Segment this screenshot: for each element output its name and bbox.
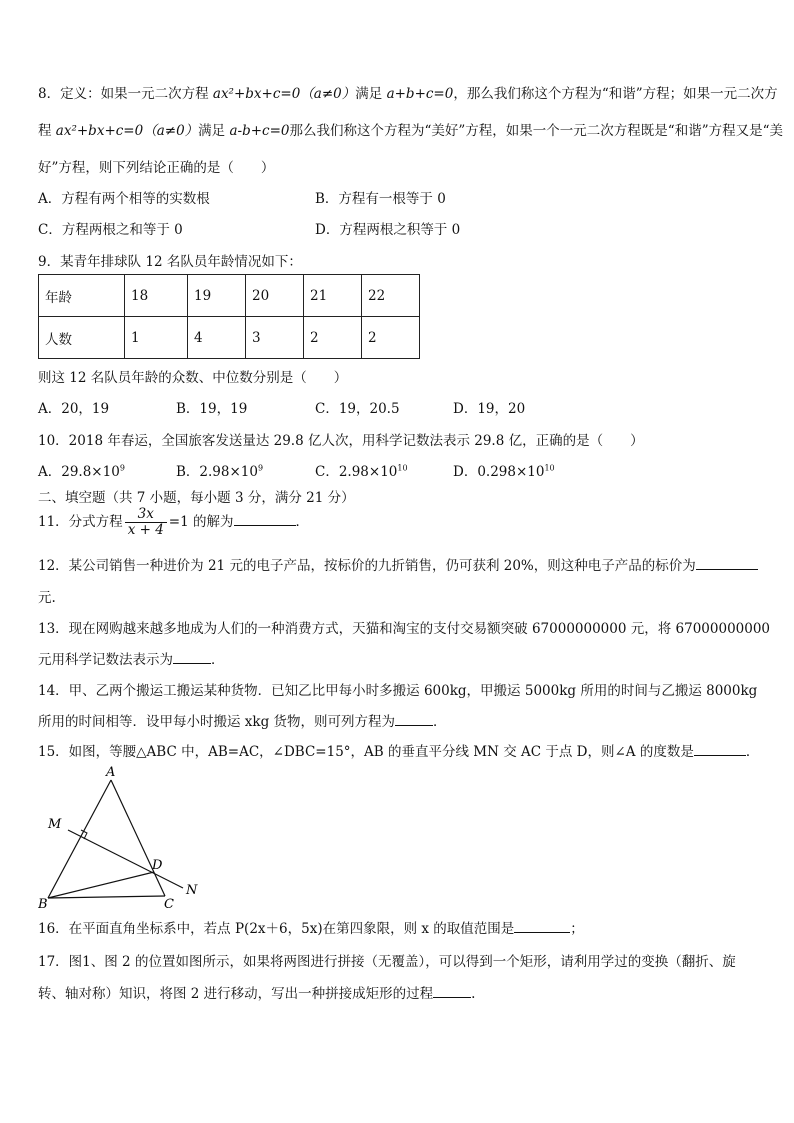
q8-line1: 8．定义：如果一元二次方程 ax²+bx+c=0（a≠0）满足 a+b+c=0，那么我们称这个方程为“和谐”方程；如果一元二次方	[38, 86, 778, 102]
q9-option-a[interactable]: A．20，19	[38, 401, 110, 417]
table-cell: 4	[188, 317, 246, 359]
table-cell: 22	[362, 275, 420, 317]
q10-option-c[interactable]: C．$2.98\times 10^{10}$	[315, 463, 408, 480]
q17-line2: 转、轴对称）知识，将图 2 进行移动，写出一种拼接成矩形的过程 .	[38, 982, 475, 1002]
q17-line1: 17．图1、图 2 的位置如图所示，如果将两图进行拼接（无覆盖），可以得到一个矩形，请利用学过的变换（翻折、旋	[38, 954, 736, 970]
segment-bd	[48, 872, 154, 898]
answer-blank[interactable]	[694, 741, 746, 756]
section-heading: 二、填空题（共 7 小题，每小题 3 分，满分 21 分）	[38, 490, 355, 506]
q9-option-c[interactable]: C．19，20.5	[315, 401, 400, 417]
fraction: $\frac{3x}{x + 4}$	[125, 507, 167, 538]
table-cell: 19	[188, 275, 246, 317]
q8-option-a[interactable]: A．方程有两个相等的实数根	[38, 191, 210, 207]
q10-option-a[interactable]: A．$29.8\times 10^9$	[38, 463, 125, 480]
label-b: B	[38, 897, 48, 912]
side-ac	[111, 780, 165, 896]
q14-line1: 14．甲、乙两个搬运工搬运某种货物．已知乙比甲每小时多搬运 600kg，甲搬运 5000kg 所用的时间与乙搬运 8000kg	[38, 683, 758, 699]
q8-line3: 好”方程，则下列结论正确的是（ ）	[38, 160, 275, 176]
label-a: A	[106, 765, 116, 780]
answer-blank[interactable]	[514, 918, 570, 933]
q10-option-d[interactable]: D．$0.298\times 10^{10}$	[453, 463, 555, 480]
q12-line2: 元.	[38, 590, 56, 606]
q9-option-d[interactable]: D．19，20	[453, 401, 526, 417]
q16: 16．在平面直角坐标系中，若点 P(2x＋6，5x)在第四象限，则 x 的取值范围是 ；	[38, 917, 584, 937]
q8-option-c[interactable]: C．方程两根之和等于 0	[38, 222, 183, 238]
triangle-abc	[48, 780, 183, 898]
table-cell: 2	[362, 317, 420, 359]
answer-blank[interactable]	[395, 711, 433, 726]
side-bc	[48, 896, 165, 898]
answer-blank[interactable]	[173, 649, 211, 664]
q11: 11．分式方程 $\frac{3x}{x + 4}$ =1 的解为 ．	[38, 506, 309, 538]
label-n: N	[186, 883, 198, 898]
age-table	[38, 274, 420, 359]
table-cell: 人数	[39, 317, 125, 359]
side-ab	[48, 780, 111, 898]
q9-stem: 9．某青年排球队 12 名队员年龄情况如下：	[38, 254, 302, 270]
q8-option-b[interactable]: B．方程有一根等于 0	[315, 191, 446, 207]
q9-question: 则这 12 名队员年龄的众数、中位数分别是（ ）	[38, 370, 348, 386]
table-cell: 18	[125, 275, 188, 317]
label-m: M	[48, 817, 62, 832]
triangle-figure	[38, 758, 218, 913]
table-cell: 2	[304, 317, 362, 359]
q8-line2: 程 ax²+bx+c=0（a≠0）满足 a-b+c=0那么我们称这个方程为“美好”方程，如果一个一元二次方程既是“和谐”方程又是“美	[38, 123, 784, 139]
q13-line2: 元用科学记数法表示为 ．	[38, 648, 225, 668]
q10-stem: 10．2018 年春运，全国旅客发送量达 29.8 亿人次，用科学记数法表示 29.8 亿，正确的是（ ）	[38, 433, 644, 449]
q12-line1: 12．某公司销售一种进价为 21 元的电子产品，按标价的九折销售，仍可获利 20%，则这种电子产品的标价为	[38, 554, 758, 574]
table-row	[39, 317, 420, 359]
table-cell: 1	[125, 317, 188, 359]
answer-blank[interactable]	[234, 511, 296, 526]
table-cell: 20	[246, 275, 304, 317]
table-row	[39, 275, 420, 317]
q9-option-b[interactable]: B．19，19	[176, 401, 248, 417]
q13-line1: 13．现在网购越来越多地成为人们的一种消费方式，天猫和淘宝的支付交易额突破 67000000000 元，将 67000000000	[38, 621, 771, 637]
answer-blank[interactable]	[696, 555, 758, 570]
q15-stem: 15．如图，等腰△ABC 中，AB=AC，∠DBC=15°，AB 的垂直平分线 MN 交 AC 于点 D，则∠A 的度数是 ．	[38, 740, 759, 760]
label-c: C	[164, 897, 174, 912]
table-cell: 21	[304, 275, 362, 317]
q8-option-d[interactable]: D．方程两根之积等于 0	[315, 222, 461, 238]
answer-blank[interactable]	[433, 983, 471, 998]
q10-option-b[interactable]: B．$2.98\times 10^9$	[176, 463, 264, 480]
table-cell: 年龄	[39, 275, 125, 317]
label-d: D	[152, 858, 163, 873]
table-cell: 3	[246, 317, 304, 359]
q14-line2: 所用的时间相等．设甲每小时搬运 xkg 货物，则可列方程为 ．	[38, 710, 447, 730]
